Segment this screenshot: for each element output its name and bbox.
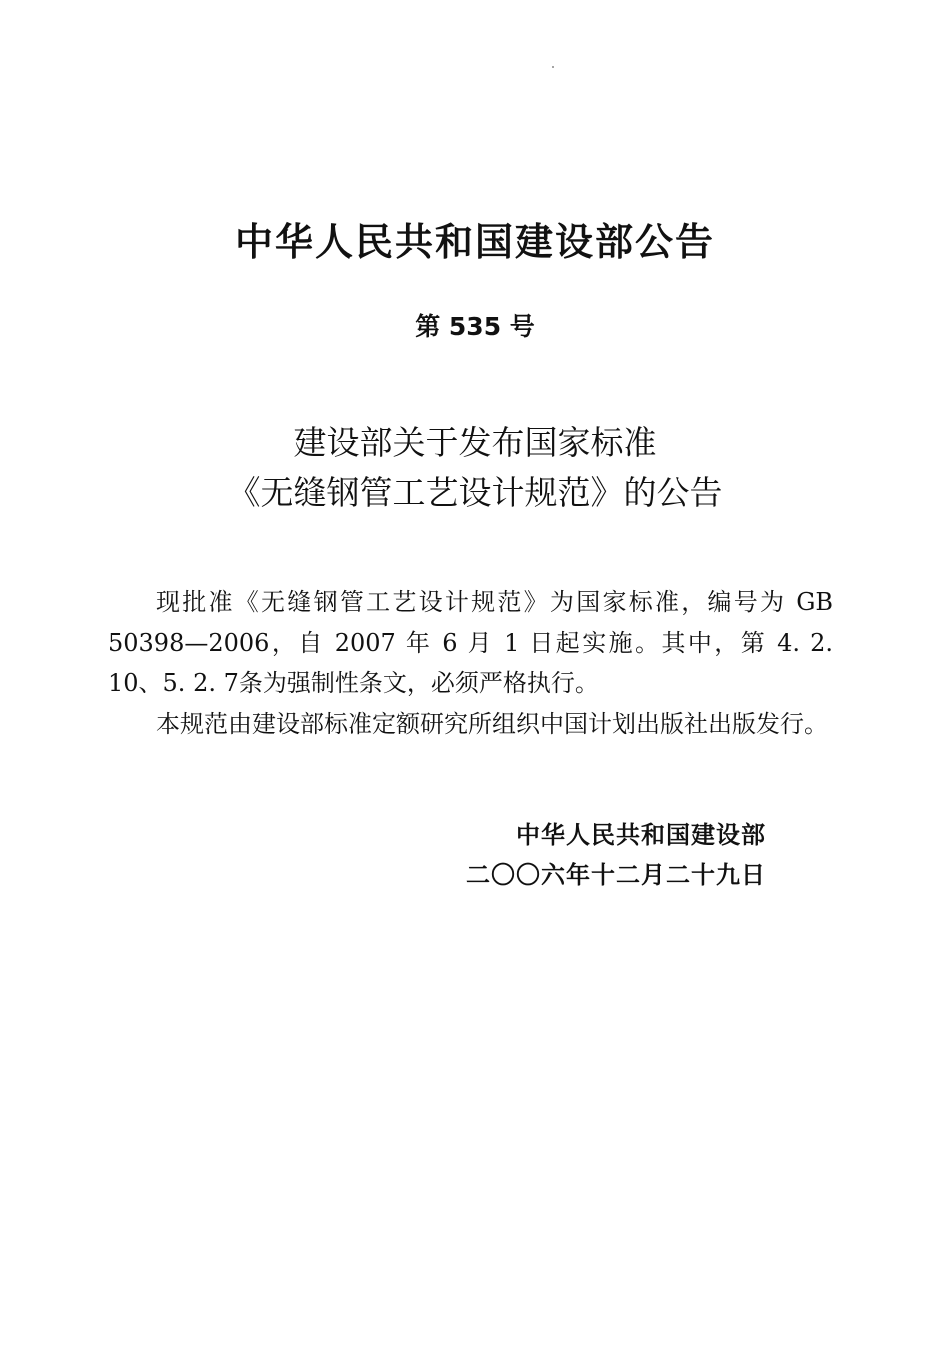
issue-date: 二〇〇六年十二月二十九日: [466, 861, 766, 889]
notice-body: [108, 582, 833, 744]
signature-block: [466, 815, 786, 895]
announcement-number: 第 535 号: [415, 312, 535, 341]
notice-title-line-1: 建设部关于发布国家标准: [293, 423, 657, 462]
notice-title-line-2: 《无缝钢管工艺设计规范》的公告: [227, 473, 723, 512]
body-paragraph-publication: 本规范由建设部标准定额研究所组织中国计划出版社出版发行。: [156, 709, 828, 738]
scan-speck: [552, 66, 554, 68]
announcement-heading: 中华人民共和国建设部公告: [234, 220, 715, 264]
body-paragraph-approval: 现批准《无缝钢管工艺设计规范》为国家标准，编号为 GB 50398—2006，自 2007 年 6 月 1 日起实施。其中，第 4. 2. 10、5. 2. 7条为强制性条文，必须严格执行。: [108, 588, 833, 697]
issuing-organization: 中华人民共和国建设部: [516, 821, 766, 849]
notice-title: [0, 418, 950, 518]
